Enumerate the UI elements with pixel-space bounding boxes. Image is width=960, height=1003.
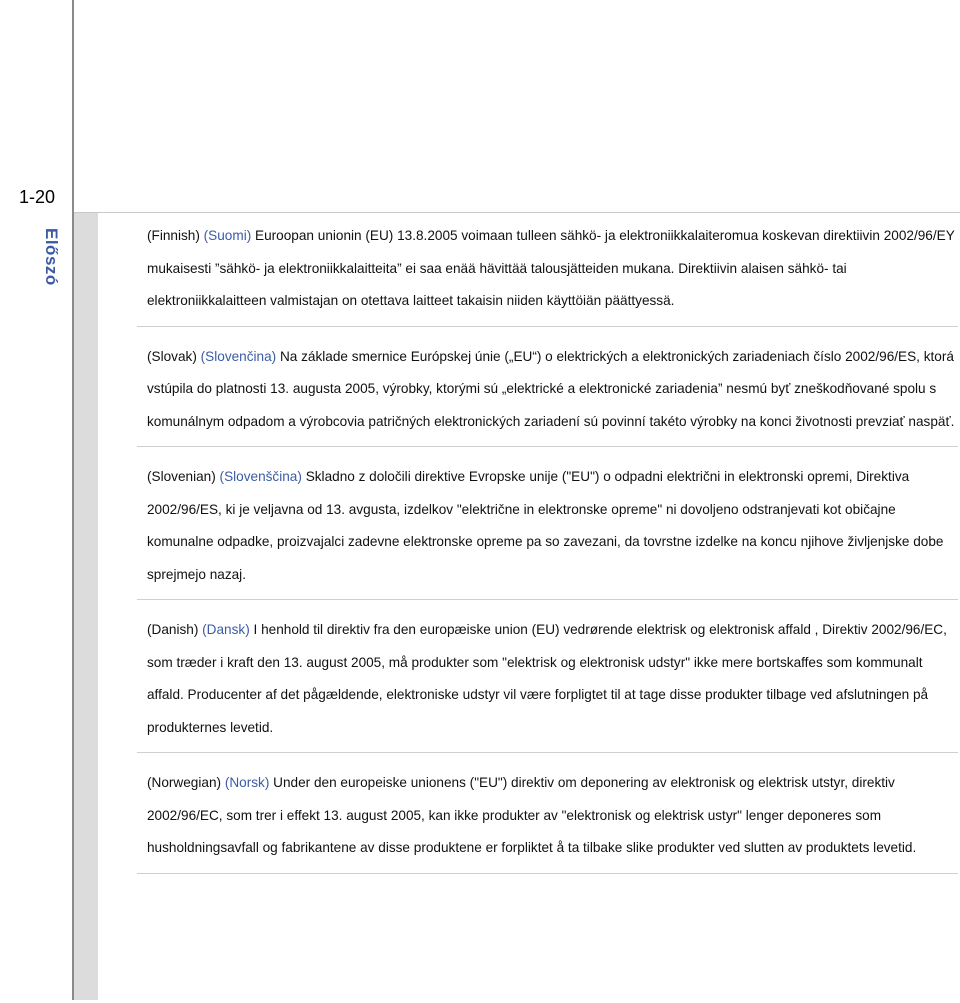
chapter-title: Előszó: [42, 228, 61, 286]
native-language-label: (Suomi): [203, 228, 252, 243]
paragraph-text: Euroopan unionin (EU) 13.8.2005 voimaan tulleen sähkö- ja elektroniikkalaiteromua koskevan direktiivin 2002/96/EY mukaisesti ”sähkö- ja elektroniikkalaitteita” ei saa enää hävittää talousjätteiden mukana. Direktiivin alaisen sähkö- tai elektroniikkalaitteen valmistajan on otettava laitteet takaisin niiden käyttöiän päättyessä.: [147, 228, 955, 308]
paragraph: [147, 461, 958, 591]
native-language-label: (Slovenščina): [219, 469, 302, 484]
top-divider: [74, 212, 960, 213]
paragraph: [147, 220, 958, 318]
paragraph-text: Under den europeiske unionens ("EU") direktiv om deponering av elektronisk og elektrisk utstyr, direktiv 2002/96/EC, som trer i effekt 13. august 2005, kan ikke produkter av "elektronisk og elektrisk ustyr" lenger deponeres som husholdningsavfall og fabrikantene av disse produktene er forpliktet å ta tilbake slike produkter ved slutten av produktets levetid.: [147, 775, 917, 855]
section-slovenian: [137, 461, 958, 600]
paragraph-text: Na základe smernice Európskej únie („EU“) o elektrických a elektronických zariadeniach číslo 2002/96/ES, ktorá vstúpila do platnosti 13. augusta 2005, výrobky, ktorými sú „elektrické a elektronické zariadenia” nesmú byť zneškodňované spolu s komunálnym odpadom a výrobcovia patričných elektronických zariadení sú povinní takéto výrobky na konci životnosti prevziať naspäť.: [147, 348, 955, 429]
language-label: (Finnish): [147, 228, 200, 243]
language-label: (Slovak): [147, 348, 197, 364]
language-label: (Danish): [147, 622, 199, 637]
page-number: 1-20: [19, 187, 56, 207]
paragraph-text: I henhold til direktiv fra den europæiske union (EU) vedrørende elektrisk og elektronisk affald , Direktiv 2002/96/EC, som træder i kraft den 13. august 2005, må produkter som "elektrisk og elektronisk udstyr" ikke mere bortskaffes som kommunalt affald. Producenter af det pågældende, elektroniske udstyr vil være forpligtet til at tage disse produkter tilbage ved afslutningen på produkternes levetid.: [147, 622, 947, 735]
paragraph: [147, 341, 958, 439]
language-label: (Norwegian): [147, 775, 222, 790]
paragraph-text: Skladno z določili direktive Evropske unije ("EU") o odpadni električni in elektronski opremi, Direktiva 2002/96/ES, ki je veljavna od 13. avgusta, izdelkov "električne in elektronske opreme" ni dovoljeno odstranjevati kot običajne komunalne odpadke, proizvajalci zadevne elektronske opreme pa so zavezani, da tovrstne izdelke na koncu njihove življenjske dobe sprejmejo nazaj.: [147, 469, 944, 582]
native-language-label: (Slovenčina): [200, 348, 277, 364]
content: [137, 220, 958, 888]
section-norwegian: [137, 767, 958, 874]
side-band: [74, 213, 98, 1000]
section-slovak: [137, 341, 958, 448]
paragraph: [147, 614, 958, 744]
language-label: (Slovenian): [147, 469, 216, 484]
section-danish: [137, 614, 958, 753]
native-language-label: (Dansk): [202, 622, 250, 637]
paragraph: [147, 767, 958, 865]
native-language-label: (Norsk): [224, 775, 270, 790]
section-finnish: [137, 220, 958, 327]
